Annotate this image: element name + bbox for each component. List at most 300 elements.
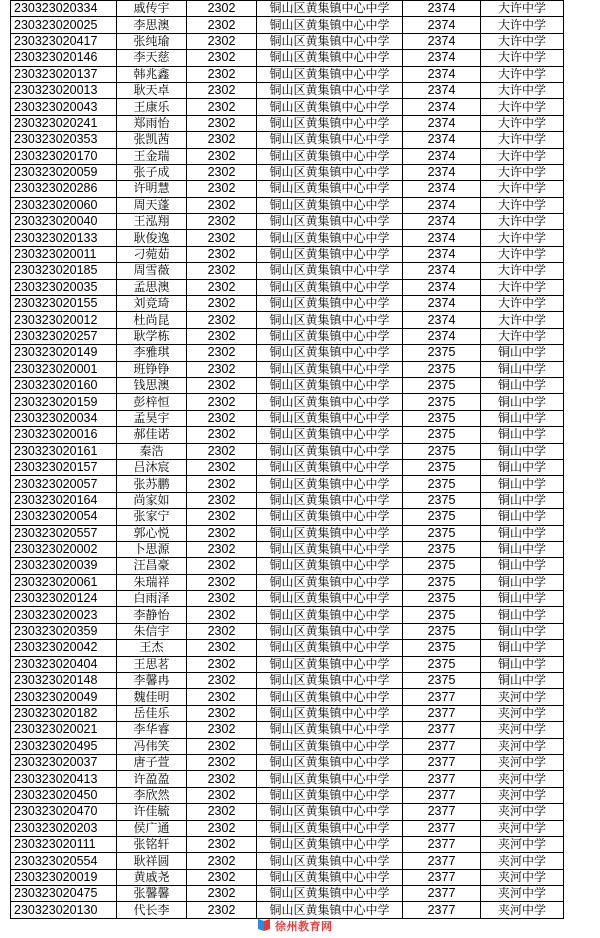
school-code-cell: 2302 — [187, 230, 257, 246]
student-name-cell: 张凯茜 — [117, 132, 187, 148]
destination-school-cell: 大许中学 — [481, 279, 564, 295]
destination-code-cell: 2374 — [403, 148, 481, 164]
destination-school-cell: 大许中学 — [481, 263, 564, 279]
destination-code-cell: 2377 — [403, 853, 481, 869]
table-row — [11, 820, 564, 836]
school-name-cell: 铜山区黄集镇中心中学 — [257, 33, 403, 49]
school-code-cell: 2302 — [187, 722, 257, 738]
destination-code-cell: 2374 — [403, 246, 481, 262]
school-code-cell: 2302 — [187, 328, 257, 344]
student-name-cell: 彭梓恒 — [117, 394, 187, 410]
student-id-cell: 230323020039 — [11, 558, 117, 574]
destination-code-cell: 2375 — [403, 623, 481, 639]
destination-code-cell: 2375 — [403, 361, 481, 377]
school-code-cell: 2302 — [187, 509, 257, 525]
school-name-cell: 铜山区黄集镇中心中学 — [257, 558, 403, 574]
student-id-cell: 230323020182 — [11, 705, 117, 721]
student-id-cell: 230323020170 — [11, 148, 117, 164]
student-name-cell: 魏佳明 — [117, 689, 187, 705]
destination-code-cell: 2375 — [403, 394, 481, 410]
school-name-cell: 铜山区黄集镇中心中学 — [257, 591, 403, 607]
destination-school-cell: 大许中学 — [481, 312, 564, 328]
table-row — [11, 296, 564, 312]
site-watermark — [256, 916, 333, 936]
student-name-cell: 张馨馨 — [117, 886, 187, 902]
table-row — [11, 279, 564, 295]
school-code-cell: 2302 — [187, 33, 257, 49]
table-row — [11, 574, 564, 590]
school-name-cell: 铜山区黄集镇中心中学 — [257, 722, 403, 738]
school-name-cell: 铜山区黄集镇中心中学 — [257, 328, 403, 344]
student-id-cell: 230323020185 — [11, 263, 117, 279]
school-code-cell: 2302 — [187, 820, 257, 836]
student-name-cell: 张纯瑜 — [117, 33, 187, 49]
table-row — [11, 148, 564, 164]
destination-code-cell: 2374 — [403, 214, 481, 230]
student-id-cell: 230323020159 — [11, 394, 117, 410]
destination-school-cell: 大许中学 — [481, 66, 564, 82]
destination-code-cell: 2375 — [403, 345, 481, 361]
table-row — [11, 115, 564, 131]
school-code-cell: 2302 — [187, 427, 257, 443]
destination-code-cell: 2374 — [403, 328, 481, 344]
school-code-cell: 2302 — [187, 492, 257, 508]
school-code-cell: 2302 — [187, 82, 257, 98]
student-name-cell: 杜尚昆 — [117, 312, 187, 328]
table-row — [11, 246, 564, 262]
school-code-cell: 2302 — [187, 656, 257, 672]
table-row — [11, 394, 564, 410]
student-name-cell: 汪昌豪 — [117, 558, 187, 574]
table-row — [11, 673, 564, 689]
destination-school-cell: 夹河中学 — [481, 738, 564, 754]
school-name-cell: 铜山区黄集镇中心中学 — [257, 132, 403, 148]
student-id-cell: 230323020011 — [11, 246, 117, 262]
destination-code-cell: 2374 — [403, 17, 481, 33]
school-code-cell: 2302 — [187, 591, 257, 607]
table-row — [11, 541, 564, 557]
destination-school-cell: 铜山中学 — [481, 492, 564, 508]
school-name-cell: 铜山区黄集镇中心中学 — [257, 361, 403, 377]
school-name-cell: 铜山区黄集镇中心中学 — [257, 492, 403, 508]
student-id-cell: 230323020149 — [11, 345, 117, 361]
school-code-cell: 2302 — [187, 705, 257, 721]
student-name-cell: 郑雨怡 — [117, 115, 187, 131]
school-code-cell: 2302 — [187, 263, 257, 279]
student-name-cell: 韩兆鑫 — [117, 66, 187, 82]
school-name-cell: 铜山区黄集镇中心中学 — [257, 312, 403, 328]
destination-code-cell: 2377 — [403, 836, 481, 852]
destination-code-cell: 2377 — [403, 754, 481, 770]
destination-school-cell: 铜山中学 — [481, 476, 564, 492]
student-id-cell: 230323020155 — [11, 296, 117, 312]
table-row — [11, 197, 564, 213]
student-id-cell: 230323020054 — [11, 509, 117, 525]
student-id-cell: 230323020157 — [11, 459, 117, 475]
destination-school-cell: 铜山中学 — [481, 607, 564, 623]
student-id-cell: 230323020037 — [11, 754, 117, 770]
destination-school-cell: 夹河中学 — [481, 820, 564, 836]
table-row — [11, 836, 564, 852]
destination-school-cell: 大许中学 — [481, 296, 564, 312]
school-code-cell: 2302 — [187, 787, 257, 803]
student-name-cell: 孟昊宇 — [117, 410, 187, 426]
school-name-cell: 铜山区黄集镇中心中学 — [257, 410, 403, 426]
student-id-cell: 230323020034 — [11, 410, 117, 426]
destination-code-cell: 2374 — [403, 1, 481, 17]
student-id-cell: 230323020241 — [11, 115, 117, 131]
student-id-cell: 230323020012 — [11, 312, 117, 328]
student-id-cell: 230323020001 — [11, 361, 117, 377]
student-name-cell: 刁菀茹 — [117, 246, 187, 262]
destination-school-cell: 铜山中学 — [481, 361, 564, 377]
destination-school-cell: 铜山中学 — [481, 558, 564, 574]
table-row — [11, 689, 564, 705]
student-id-cell: 230323020042 — [11, 640, 117, 656]
student-name-cell: 周雪薇 — [117, 263, 187, 279]
destination-code-cell: 2377 — [403, 705, 481, 721]
school-name-cell: 铜山区黄集镇中心中学 — [257, 99, 403, 115]
destination-school-cell: 铜山中学 — [481, 591, 564, 607]
table-row — [11, 181, 564, 197]
school-name-cell: 铜山区黄集镇中心中学 — [257, 623, 403, 639]
school-name-cell: 铜山区黄集镇中心中学 — [257, 771, 403, 787]
school-name-cell: 铜山区黄集镇中心中学 — [257, 1, 403, 17]
school-code-cell: 2302 — [187, 738, 257, 754]
school-name-cell: 铜山区黄集镇中心中学 — [257, 82, 403, 98]
destination-code-cell: 2374 — [403, 263, 481, 279]
school-code-cell: 2302 — [187, 443, 257, 459]
school-name-cell: 铜山区黄集镇中心中学 — [257, 214, 403, 230]
table-row — [11, 509, 564, 525]
school-name-cell: 铜山区黄集镇中心中学 — [257, 689, 403, 705]
table-row — [11, 623, 564, 639]
table-row — [11, 656, 564, 672]
school-name-cell: 铜山区黄集镇中心中学 — [257, 279, 403, 295]
table-row — [11, 492, 564, 508]
table-row — [11, 476, 564, 492]
table-row — [11, 214, 564, 230]
destination-code-cell: 2377 — [403, 689, 481, 705]
table-row — [11, 886, 564, 902]
student-id-cell: 230323020286 — [11, 181, 117, 197]
school-name-cell: 铜山区黄集镇中心中学 — [257, 394, 403, 410]
destination-code-cell: 2374 — [403, 82, 481, 98]
school-name-cell: 铜山区黄集镇中心中学 — [257, 427, 403, 443]
table-row — [11, 377, 564, 393]
student-name-cell: 许明慧 — [117, 181, 187, 197]
school-name-cell: 铜山区黄集镇中心中学 — [257, 525, 403, 541]
student-id-cell: 230323020043 — [11, 99, 117, 115]
school-code-cell: 2302 — [187, 525, 257, 541]
destination-code-cell: 2375 — [403, 459, 481, 475]
student-id-cell: 230323020059 — [11, 164, 117, 180]
student-id-cell: 230323020146 — [11, 50, 117, 66]
student-id-cell: 230323020025 — [11, 17, 117, 33]
table-row — [11, 853, 564, 869]
table-row — [11, 607, 564, 623]
student-name-cell: 张苏鹏 — [117, 476, 187, 492]
school-code-cell: 2302 — [187, 99, 257, 115]
student-name-cell: 黄戚尧 — [117, 869, 187, 885]
destination-school-cell: 大许中学 — [481, 33, 564, 49]
destination-code-cell: 2374 — [403, 197, 481, 213]
student-id-cell: 230323020130 — [11, 902, 117, 918]
destination-school-cell: 夹河中学 — [481, 836, 564, 852]
admission-table — [10, 0, 564, 919]
table-row — [11, 99, 564, 115]
destination-school-cell: 夹河中学 — [481, 869, 564, 885]
student-name-cell: 李雅琪 — [117, 345, 187, 361]
school-name-cell: 铜山区黄集镇中心中学 — [257, 230, 403, 246]
school-code-cell: 2302 — [187, 804, 257, 820]
student-id-cell: 230323020137 — [11, 66, 117, 82]
student-name-cell: 许佳毓 — [117, 804, 187, 820]
destination-school-cell: 夹河中学 — [481, 804, 564, 820]
student-id-cell: 230323020060 — [11, 197, 117, 213]
destination-code-cell: 2375 — [403, 476, 481, 492]
destination-school-cell: 大许中学 — [481, 132, 564, 148]
destination-code-cell: 2377 — [403, 787, 481, 803]
student-name-cell: 耿天卓 — [117, 82, 187, 98]
school-code-cell: 2302 — [187, 17, 257, 33]
student-name-cell: 李天慈 — [117, 50, 187, 66]
table-row — [11, 787, 564, 803]
destination-school-cell: 大许中学 — [481, 328, 564, 344]
student-name-cell: 李欣然 — [117, 787, 187, 803]
destination-school-cell: 铜山中学 — [481, 623, 564, 639]
school-code-cell: 2302 — [187, 296, 257, 312]
destination-code-cell: 2377 — [403, 771, 481, 787]
school-name-cell: 铜山区黄集镇中心中学 — [257, 476, 403, 492]
destination-code-cell: 2377 — [403, 820, 481, 836]
destination-code-cell: 2377 — [403, 738, 481, 754]
school-code-cell: 2302 — [187, 607, 257, 623]
school-code-cell: 2302 — [187, 754, 257, 770]
destination-code-cell: 2374 — [403, 99, 481, 115]
school-name-cell: 铜山区黄集镇中心中学 — [257, 673, 403, 689]
school-name-cell: 铜山区黄集镇中心中学 — [257, 607, 403, 623]
destination-school-cell: 大许中学 — [481, 50, 564, 66]
student-name-cell: 张家宁 — [117, 509, 187, 525]
school-name-cell: 铜山区黄集镇中心中学 — [257, 263, 403, 279]
student-name-cell: 李华睿 — [117, 722, 187, 738]
table-row — [11, 312, 564, 328]
destination-code-cell: 2375 — [403, 509, 481, 525]
school-code-cell: 2302 — [187, 377, 257, 393]
student-name-cell: 耿俊逸 — [117, 230, 187, 246]
table-row — [11, 771, 564, 787]
student-id-cell: 230323020495 — [11, 738, 117, 754]
school-code-cell: 2302 — [187, 771, 257, 787]
destination-code-cell: 2375 — [403, 607, 481, 623]
destination-code-cell: 2374 — [403, 33, 481, 49]
school-name-cell: 铜山区黄集镇中心中学 — [257, 902, 403, 918]
student-name-cell: 秦浩 — [117, 443, 187, 459]
school-code-cell: 2302 — [187, 836, 257, 852]
school-code-cell: 2302 — [187, 214, 257, 230]
school-code-cell: 2302 — [187, 312, 257, 328]
school-code-cell: 2302 — [187, 476, 257, 492]
destination-school-cell: 大许中学 — [481, 17, 564, 33]
school-code-cell: 2302 — [187, 50, 257, 66]
student-id-cell: 230323020061 — [11, 574, 117, 590]
student-id-cell: 230323020148 — [11, 673, 117, 689]
student-id-cell: 230323020450 — [11, 787, 117, 803]
table-row — [11, 66, 564, 82]
school-name-cell: 铜山区黄集镇中心中学 — [257, 705, 403, 721]
table-row — [11, 132, 564, 148]
student-name-cell: 许盈盈 — [117, 771, 187, 787]
destination-school-cell: 大许中学 — [481, 82, 564, 98]
student-id-cell: 230323020016 — [11, 427, 117, 443]
school-name-cell: 铜山区黄集镇中心中学 — [257, 656, 403, 672]
school-name-cell: 铜山区黄集镇中心中学 — [257, 443, 403, 459]
school-code-cell: 2302 — [187, 410, 257, 426]
destination-school-cell: 夹河中学 — [481, 754, 564, 770]
destination-code-cell: 2377 — [403, 722, 481, 738]
table-row — [11, 705, 564, 721]
student-name-cell: 周天蓬 — [117, 197, 187, 213]
school-name-cell: 铜山区黄集镇中心中学 — [257, 377, 403, 393]
destination-code-cell: 2374 — [403, 50, 481, 66]
school-name-cell: 铜山区黄集镇中心中学 — [257, 50, 403, 66]
school-code-cell: 2302 — [187, 345, 257, 361]
student-id-cell: 230323020470 — [11, 804, 117, 820]
student-id-cell: 230323020023 — [11, 607, 117, 623]
student-id-cell: 230323020164 — [11, 492, 117, 508]
school-code-cell: 2302 — [187, 1, 257, 17]
destination-school-cell: 铜山中学 — [481, 509, 564, 525]
table-row — [11, 738, 564, 754]
student-name-cell: 岳佳乐 — [117, 705, 187, 721]
student-name-cell: 耿学栋 — [117, 328, 187, 344]
student-name-cell: 郭心悦 — [117, 525, 187, 541]
destination-school-cell: 夹河中学 — [481, 787, 564, 803]
destination-school-cell: 铜山中学 — [481, 427, 564, 443]
student-name-cell: 张铭轩 — [117, 836, 187, 852]
school-code-cell: 2302 — [187, 673, 257, 689]
student-name-cell: 张子成 — [117, 164, 187, 180]
school-name-cell: 铜山区黄集镇中心中学 — [257, 853, 403, 869]
student-id-cell: 230323020124 — [11, 591, 117, 607]
destination-school-cell: 铜山中学 — [481, 574, 564, 590]
destination-school-cell: 铜山中学 — [481, 410, 564, 426]
school-code-cell: 2302 — [187, 115, 257, 131]
destination-school-cell: 铜山中学 — [481, 345, 564, 361]
destination-code-cell: 2375 — [403, 443, 481, 459]
school-code-cell: 2302 — [187, 558, 257, 574]
destination-school-cell: 铜山中学 — [481, 525, 564, 541]
school-name-cell: 铜山区黄集镇中心中学 — [257, 148, 403, 164]
destination-school-cell: 大许中学 — [481, 99, 564, 115]
school-name-cell: 铜山区黄集镇中心中学 — [257, 181, 403, 197]
student-id-cell: 230323020554 — [11, 853, 117, 869]
destination-school-cell: 大许中学 — [481, 246, 564, 262]
table-row — [11, 82, 564, 98]
student-id-cell: 230323020557 — [11, 525, 117, 541]
student-id-cell: 230323020353 — [11, 132, 117, 148]
table-row — [11, 361, 564, 377]
student-id-cell: 230323020404 — [11, 656, 117, 672]
table-row — [11, 345, 564, 361]
destination-code-cell: 2374 — [403, 66, 481, 82]
school-name-cell: 铜山区黄集镇中心中学 — [257, 296, 403, 312]
table-row — [11, 804, 564, 820]
student-name-cell: 钱思澳 — [117, 377, 187, 393]
school-name-cell: 铜山区黄集镇中心中学 — [257, 738, 403, 754]
student-id-cell: 230323020013 — [11, 82, 117, 98]
student-id-cell: 230323020019 — [11, 869, 117, 885]
student-name-cell: 李馨冉 — [117, 673, 187, 689]
table-row — [11, 427, 564, 443]
school-name-cell: 铜山区黄集镇中心中学 — [257, 459, 403, 475]
school-name-cell: 铜山区黄集镇中心中学 — [257, 804, 403, 820]
destination-school-cell: 夹河中学 — [481, 689, 564, 705]
student-id-cell: 230323020417 — [11, 33, 117, 49]
school-code-cell: 2302 — [187, 541, 257, 557]
school-code-cell: 2302 — [187, 148, 257, 164]
school-name-cell: 铜山区黄集镇中心中学 — [257, 820, 403, 836]
school-name-cell: 铜山区黄集镇中心中学 — [257, 164, 403, 180]
table-row — [11, 869, 564, 885]
destination-school-cell: 大许中学 — [481, 181, 564, 197]
destination-code-cell: 2375 — [403, 541, 481, 557]
student-name-cell: 耿祥圆 — [117, 853, 187, 869]
student-name-cell: 唐子萱 — [117, 754, 187, 770]
destination-code-cell: 2375 — [403, 410, 481, 426]
school-name-cell: 铜山区黄集镇中心中学 — [257, 541, 403, 557]
table-row — [11, 1, 564, 17]
student-name-cell: 卜思源 — [117, 541, 187, 557]
destination-code-cell: 2375 — [403, 377, 481, 393]
school-name-cell: 铜山区黄集镇中心中学 — [257, 869, 403, 885]
destination-school-cell: 夹河中学 — [481, 771, 564, 787]
school-code-cell: 2302 — [187, 181, 257, 197]
destination-school-cell: 铜山中学 — [481, 394, 564, 410]
school-code-cell: 2302 — [187, 361, 257, 377]
student-name-cell: 尚家如 — [117, 492, 187, 508]
school-code-cell: 2302 — [187, 132, 257, 148]
student-name-cell: 王金瑞 — [117, 148, 187, 164]
watermark-text: 徐州教育网 — [275, 920, 333, 933]
school-name-cell: 铜山区黄集镇中心中学 — [257, 246, 403, 262]
destination-school-cell: 铜山中学 — [481, 541, 564, 557]
school-code-cell: 2302 — [187, 197, 257, 213]
school-code-cell: 2302 — [187, 853, 257, 869]
admission-table-sheet — [10, 0, 563, 919]
destination-code-cell: 2377 — [403, 886, 481, 902]
table-row — [11, 443, 564, 459]
student-id-cell: 230323020359 — [11, 623, 117, 639]
destination-school-cell: 大许中学 — [481, 115, 564, 131]
table-row — [11, 17, 564, 33]
destination-school-cell: 大许中学 — [481, 1, 564, 17]
destination-code-cell: 2374 — [403, 296, 481, 312]
destination-school-cell: 大许中学 — [481, 230, 564, 246]
destination-school-cell: 夹河中学 — [481, 886, 564, 902]
student-name-cell: 冯伟笑 — [117, 738, 187, 754]
student-id-cell: 230323020035 — [11, 279, 117, 295]
student-name-cell: 王思茗 — [117, 656, 187, 672]
destination-school-cell: 夹河中学 — [481, 705, 564, 721]
table-row — [11, 722, 564, 738]
table-row — [11, 459, 564, 475]
table-row — [11, 263, 564, 279]
student-id-cell: 230323020413 — [11, 771, 117, 787]
student-id-cell: 230323020203 — [11, 820, 117, 836]
school-code-cell: 2302 — [187, 689, 257, 705]
